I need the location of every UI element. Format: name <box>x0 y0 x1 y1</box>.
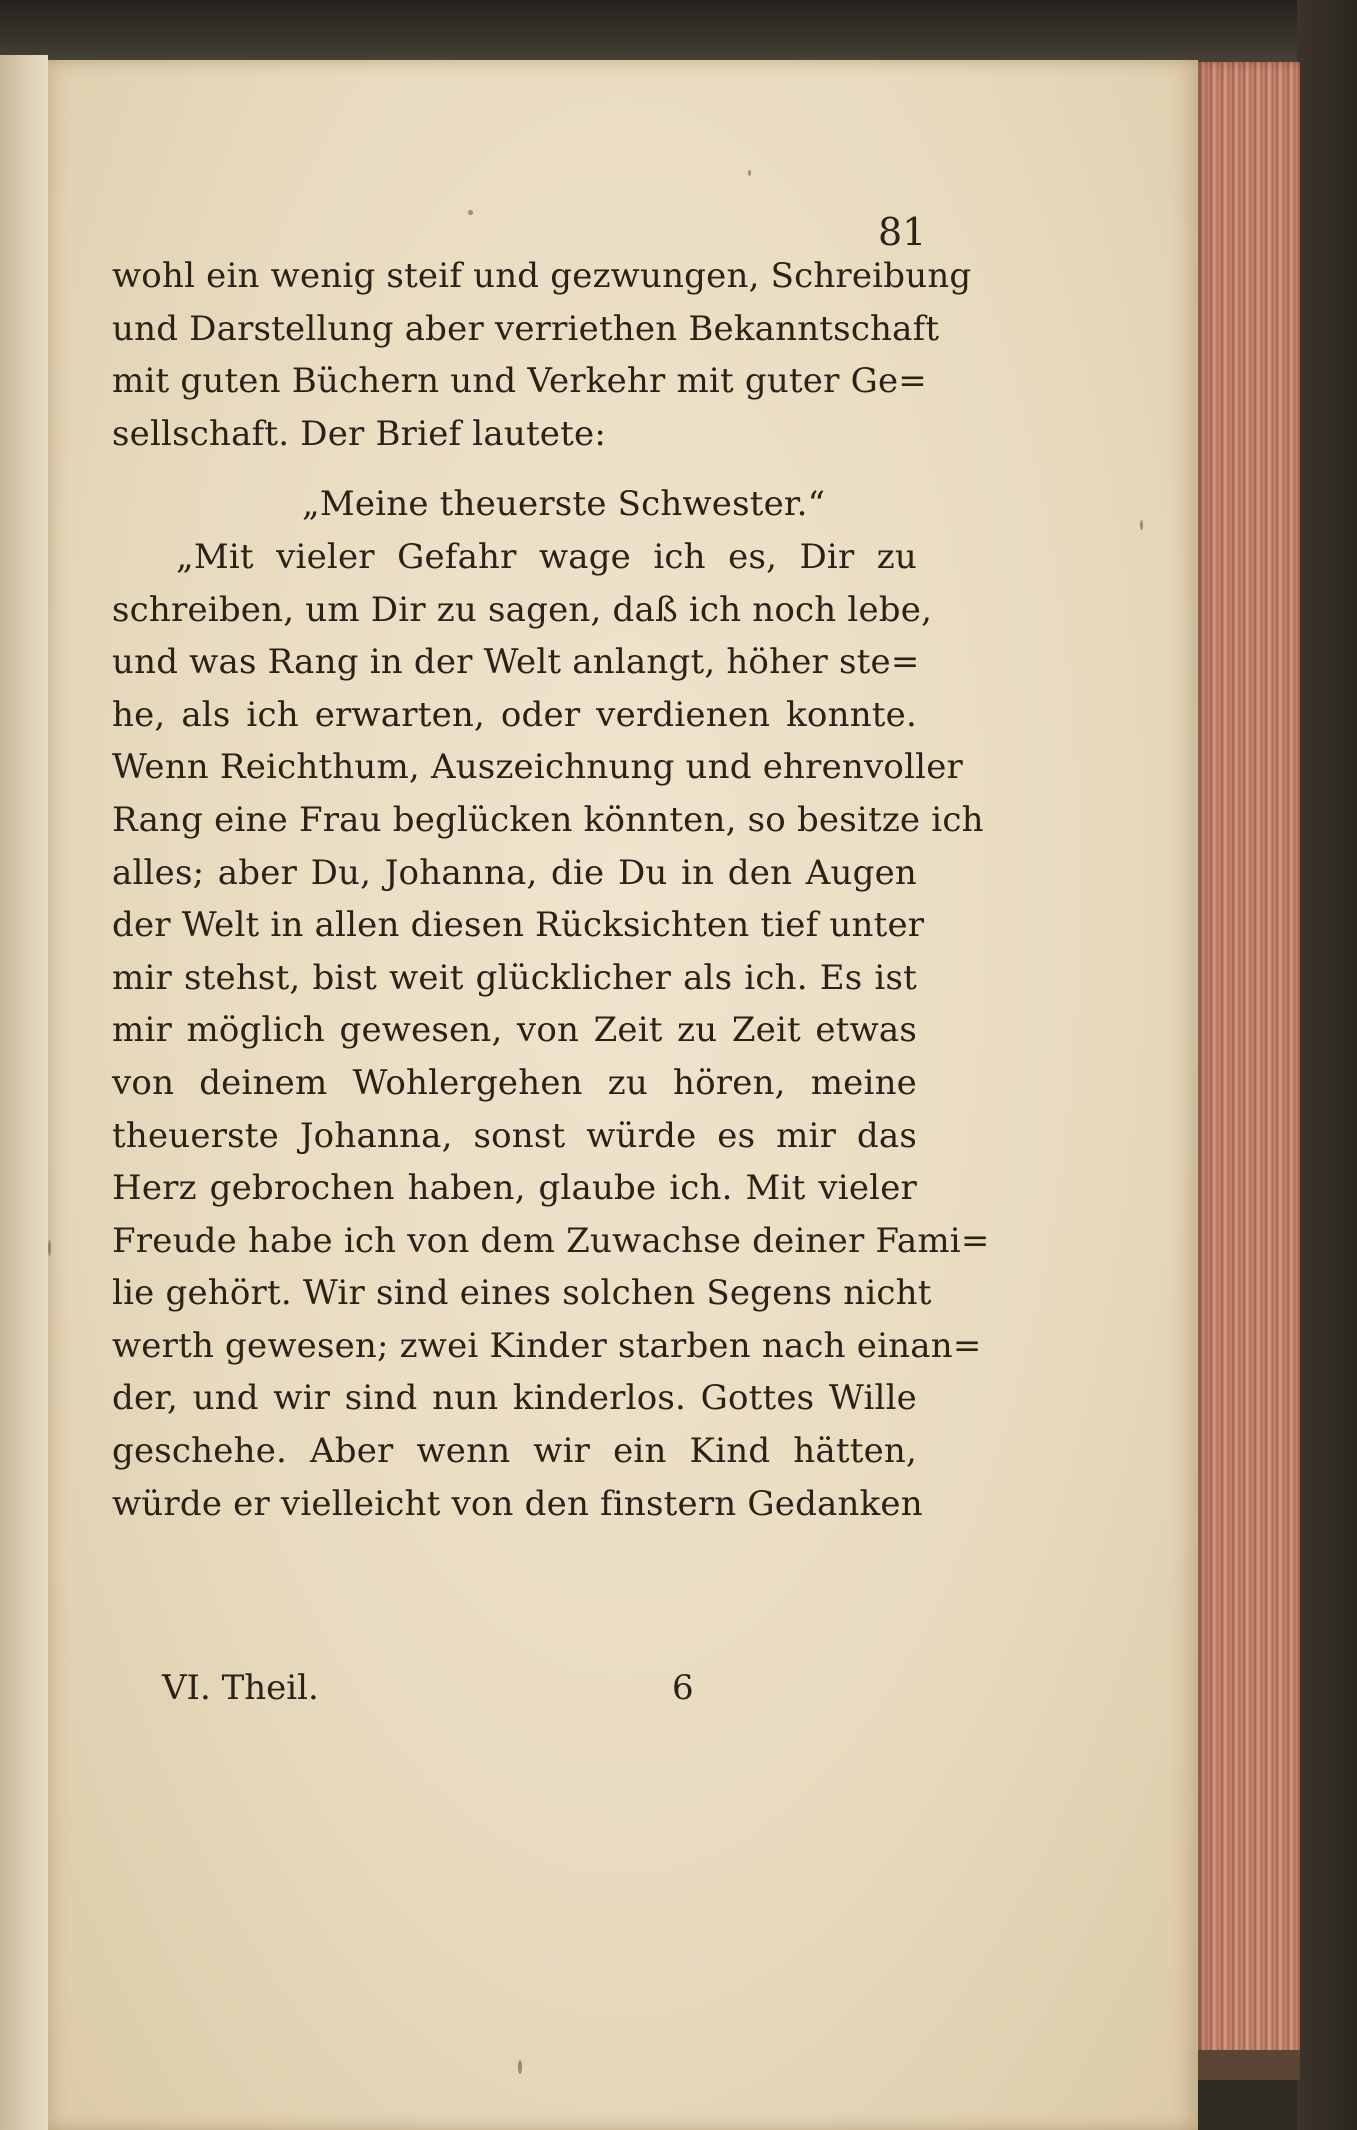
paper-speck <box>518 2060 522 2074</box>
paper-speck <box>1140 520 1143 530</box>
text-line: „Mit vieler Gefahr wage ich es, Dir zu <box>176 536 917 577</box>
text-line: mir stehst, bist weit glücklicher als ich. Es ist <box>112 957 917 998</box>
book-cover-top-edge <box>0 0 1357 62</box>
page-block-edges <box>1195 62 1300 2072</box>
text-line: Herz gebrochen haben, glaube ich. Mit vieler <box>112 1168 917 1209</box>
signature-mark-volume: VI. Theil. <box>162 1668 319 1708</box>
text-line: mir möglich gewesen, von Zeit zu Zeit etwas <box>112 1010 917 1051</box>
text-line: der Welt in allen diesen Rücksichten tief unter <box>112 905 925 946</box>
book-gutter <box>0 55 48 2130</box>
text-line: theuerste Johanna, sonst würde es mir das <box>112 1115 917 1156</box>
text-line: geschehe. Aber wenn wir ein Kind hätten, <box>112 1431 917 1472</box>
text-line: alles; aber Du, Johanna, die Du in den Augen <box>112 852 917 893</box>
text-line: Rang eine Frau beglücken könnten, so besitze ich <box>112 799 984 840</box>
text-line: würde er vielleicht von den finstern Gedanken <box>112 1483 923 1524</box>
page-number: 81 <box>878 210 927 254</box>
paper-speck <box>748 170 751 176</box>
page-block-bottom <box>1195 2050 1300 2080</box>
text-line: von deinem Wohlergehen zu hören, meine <box>112 1062 917 1103</box>
body-text <box>112 250 990 1530</box>
text-line: der, und wir sind nun kinderlos. Gottes Wille <box>112 1378 917 1419</box>
paper-speck <box>468 210 473 215</box>
text-line: werth gewesen; zwei Kinder starben nach einan= <box>112 1325 982 1366</box>
text-line: sellschaft. Der Brief lautete: <box>112 413 606 454</box>
text-line: wohl ein wenig steif und gezwungen, Schreibung <box>112 256 972 296</box>
text-line: Wenn Reichthum, Auszeichnung und ehrenvoller <box>112 747 964 788</box>
paper-speck <box>48 1240 51 1256</box>
signature-mark-number: 6 <box>672 1668 694 1708</box>
book-cover-right-edge <box>1297 0 1357 2130</box>
letter-salutation: „Meine theuerste Schwester.“ <box>302 484 826 525</box>
text-line: he, als ich erwarten, oder verdienen konnte. <box>112 694 917 735</box>
text-line: mit guten Büchern und Verkehr mit guter Ge= <box>112 361 927 402</box>
text-line: lie gehört. Wir sind eines solchen Segens nicht <box>112 1273 932 1314</box>
text-line: und was Rang in der Welt anlangt, höher ste= <box>112 642 920 683</box>
text-line: Freude habe ich von dem Zuwachse deiner Fami= <box>112 1220 990 1261</box>
text-line: und Darstellung aber verriethen Bekanntschaft <box>112 308 940 349</box>
text-line: schreiben, um Dir zu sagen, daß ich noch lebe, <box>112 589 933 630</box>
